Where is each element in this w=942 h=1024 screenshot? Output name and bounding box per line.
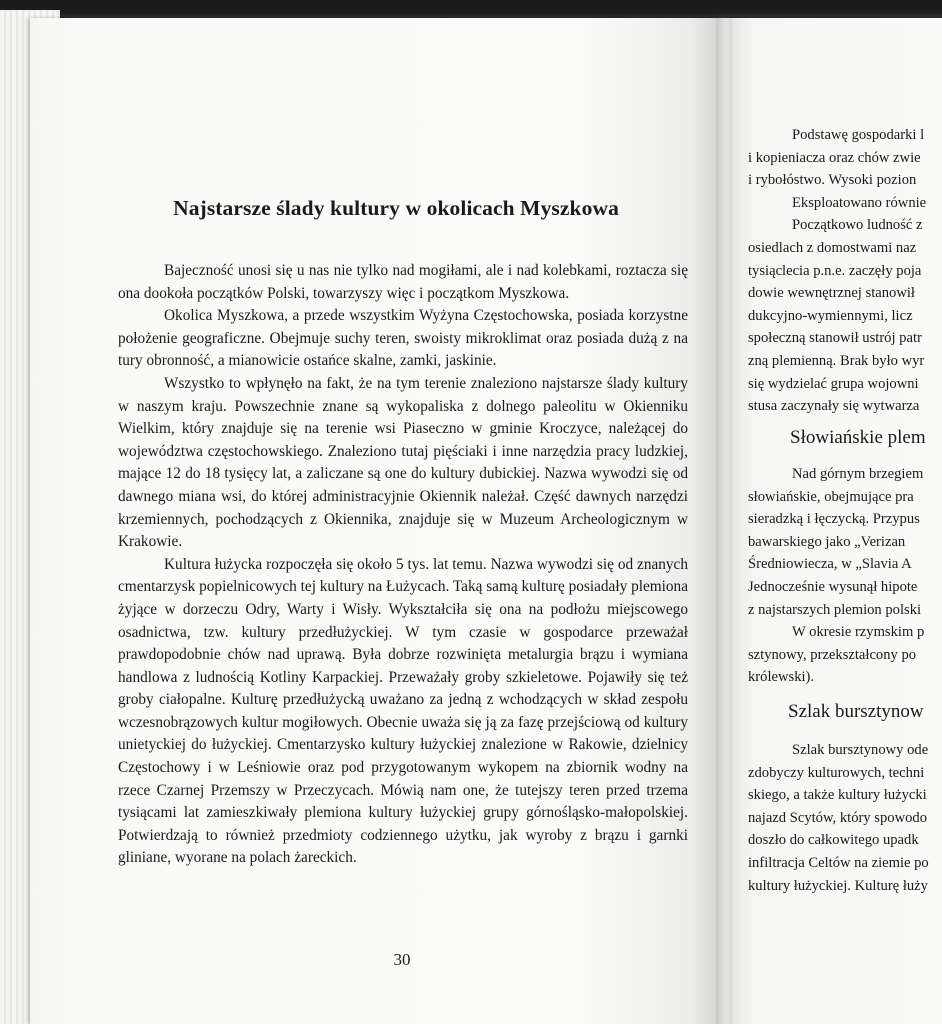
scan-top-edge: [0, 0, 942, 14]
paragraph: Okolica Myszkowa, a przede wszystkim Wyżyna Częstochowska, posiada korzystne położenie geograficzne. Obejmuje suchy teren, swoisty mikroklimat oraz posiada dużą z na tury obronność, a mianowicie ostańce skalne, zamki, jaskinie.: [118, 307, 688, 370]
paragraph: Kultura łużycka rozpoczęła się około 5 tys. lat temu. Nazwa wywodzi się od znanych cmentarzysk popielnicowych tej kultury na Łużycach. Taką samą kulturę posiadały plemiona żyjące w dorzeczu Odry, Warty i Wisły. Wykształciła się ona na podłożu miejscowego osadnictwa, tzw. kultury przedłużyckiej. W tym czasie w gospodarce przeważał prawdopodobnie chów nad uprawą. Była dobrze rozwinięta metalurgia brązu i wymiana handlowa z ludnością Kotliny Karpackiej. Przeważały groby szkieletowe. Pojawiły się też groby ciałopalne. Kulturę przedłużycką uważano za jedną z wchodzących w skład zespołu wczesnobrązowych kultur mogiłowych. Obecnie uważa się ją za fazę przejściową od kultury unietyckiej do łużyckiej. Cmentarzysko kultury łużyckiej znalezione w Rakowie, dzielnicy Częstochowy i w Leśniowie oraz pod przygotowanym wykopem na zbiornik wodny na rzece Czarnej Przemszy w Przeczycach. Mówią nam one, że tutejszy teren przed trzema tysiącami lat zamieszkiwały plemiona kultury łużyckiej grupy górnośląsko-małopolskiej. Potwierdzają to również przedmioty codziennego użytku, jak wyroby z brązu i garnki gliniane, wyorane na polach żareckich.: [118, 555, 688, 867]
text-line: Nad górnym brzegiem: [792, 466, 924, 482]
text-line: osiedlach z domostwami naz: [748, 239, 917, 256]
paragraph: Wszystko to wpłynęło na fakt, że na tym terenie znaleziono najstarsze ślady kultury w naszym kraju. Powszechnie znane są wykopaliska z dolnego paleolitu w Okienniku Wielkim, który znajduje się na terenie wsi Piaseczno w gminie Kroczyce, należącej do województwa częstochowskiego. Znaleziono tutaj pięściaki i inne narzędzia pracy ludzkiej, mające 12 do 18 tysięcy lat, a zaliczane są one do kultury dubickiej. Nazwa wywodzi się od dawnego miana wsi, do której administracyjnie Okiennik należał. Część dawnych narzędzi krzemiennych, pochodzących z Okiennika, znajduje się w Muzeum Archeologicznym w Krakowie.: [118, 374, 688, 551]
text-line: Podstawę gospodarki l: [792, 127, 925, 143]
text-line: zną plemienną. Brak było wyr: [748, 352, 925, 369]
text-line: i rybołóstwo. Wysoki pozion: [748, 172, 917, 189]
text-line: Początkowo ludność z: [792, 217, 923, 234]
text-line: sieradzką i łęczycką. Przypus: [748, 511, 920, 528]
text-line: doszło do całkowitego upadk: [748, 832, 919, 849]
text-line: stusa zaczynały się wytwarza: [748, 398, 920, 415]
page-number: 30: [393, 950, 411, 969]
section-heading: Słowiańskie plem: [790, 427, 926, 448]
text-line: słowiańskie, obejmujące pra: [748, 488, 914, 505]
text-line: i kopieniacza oraz chów zwie: [748, 149, 921, 166]
right-page-block-3: [748, 739, 942, 897]
text-line: Jednocześnie wysunął hipote: [748, 578, 918, 595]
text-line: społeczną stanowił ustrój patr: [748, 330, 922, 347]
text-line: Średniowiecza, w „Slavia A: [748, 556, 912, 573]
text-line: królewski).: [748, 669, 815, 686]
text-line: dukcyjno-wymiennymi, licz: [748, 307, 913, 324]
text-line: z najstarszych plemion polski: [748, 601, 922, 618]
paragraph: Bajeczność unosi się u nas nie tylko nad mogiłami, ale i nad kolebkami, roztacza się ona dookoła początków Polski, towarzyszy więc i początkom Myszkowa.: [118, 262, 688, 302]
right-page-block-2: [748, 463, 942, 689]
page-title: Najstarsze ślady kultury w okolicach Myszkowa: [173, 196, 619, 220]
text-line: kultury łużyckiej. Kulturę łuży: [748, 877, 928, 894]
section-heading: Szlak bursztynow: [788, 701, 924, 722]
text-line: się wydzielać grupa wojowni: [748, 375, 919, 392]
right-page-block-1: [748, 124, 942, 418]
text-line: najazd Scytów, który spowodo: [748, 809, 928, 826]
text-line: infiltracja Celtów na ziemie po: [748, 854, 929, 871]
text-line: dowie wewnętrznej stanowił: [748, 285, 915, 302]
text-line: zdobyczy kulturowych, techni: [748, 764, 925, 781]
body-text: [118, 260, 688, 870]
text-line: sztynowy, przekształcony po: [748, 646, 917, 663]
text-line: Eksploatowano równie: [792, 194, 927, 211]
text-line: Szlak bursztynowy ode: [792, 742, 929, 758]
text-line: W okresie rzymskim p: [792, 624, 925, 641]
text-line: skiego, a także kultury łużycki: [748, 787, 927, 804]
text-line: tysiąclecia p.n.e. zaczęły poja: [748, 262, 922, 279]
text-line: bawarskiego jako „Verizan: [748, 533, 906, 550]
